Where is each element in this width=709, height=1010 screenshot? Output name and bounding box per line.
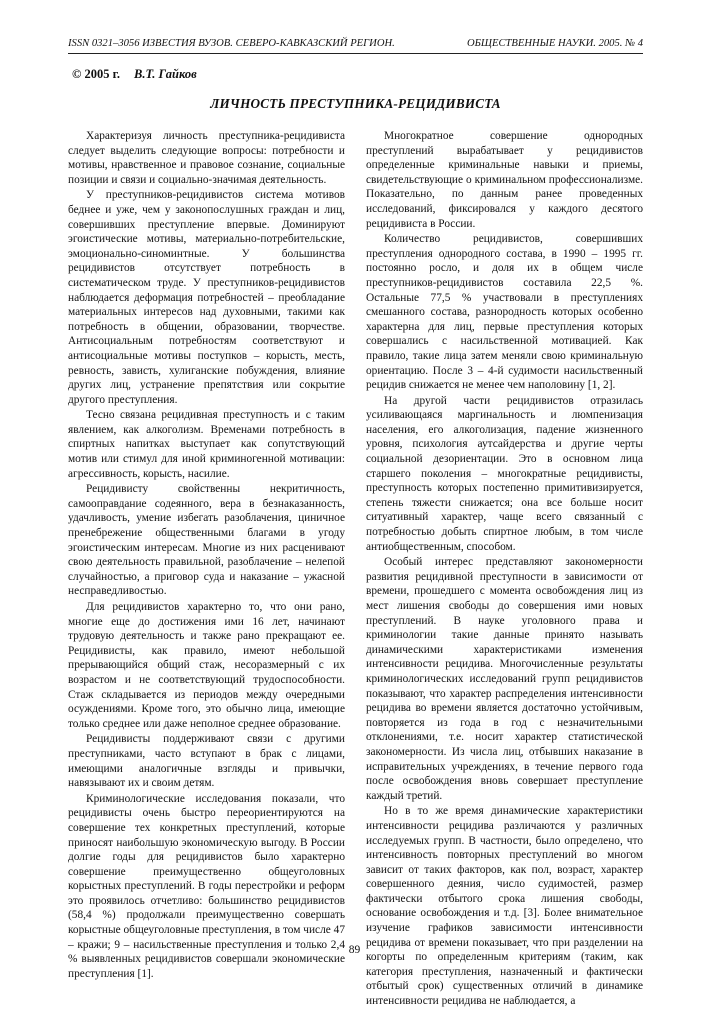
- paragraph: На другой части рецидивистов отразилась усиливающаяся маргинальность и люмпенизация населения, его алкоголизация, падение жизненного уровня, психология аутсайдерства и другие черты социальной дезориентации. Это в основном лица старшего поколения – многократные рецидивисты, преступность которых постепенно примитивизируется, степень тяжести снижается; она все больше носит ситуативный характер, чаще всего связанный с потребностью добыть спиртное любым, в том числе антиобщественным, способом.: [366, 394, 643, 553]
- paragraph: Характеризуя личность преступника-рецидивиста следует выделить следующие вопросы: потребности и мотивы, нравственное и правовое сознание, социальные позиции и связи и социально-значимая деятельность.: [68, 130, 345, 186]
- journal-header: ISSN 0321–3056 ИЗВЕСТИЯ ВУЗОВ. СЕВЕРО-КАВКАЗСКИЙ РЕГИОН.: [68, 38, 395, 49]
- paragraph: Для рецидивистов характерно то, что они рано, многие еще до достижения ими 16 лет, начинают трудовую деятельность и также рано прекращают ее. Рецидивисты, как правило, имеют небольшой прерывающийся общий стаж, несоразмерный с их возрастом и не соответствующий трудоспособности. Стаж складывается из периодов между очередными осуждениями. Кроме того, это обычно лица, имеющие только среднее или даже неполное среднее образование.: [68, 601, 345, 730]
- paragraph: Но в то же время динамические характеристики интенсивности рецидива различаются у различных исследуемых групп. В частности, было определено, что интенсивность повторных преступлений во многом зависит от таких факторов, как пол, возраст, характер совершенного деяния, число судимостей, размер фактически отбытого срока лишения свободы, основание освобождения и т.д. [3]. Более внимательное изучение графиков зависимости интенсивности рецидива от времени показывает, что при разделении на когорты по определенным критериям (таким, как категория преступления, назначенный и фактически отбытый срок) существенных отличий в динамике интенсивности рецидива не наблюдается, а: [366, 805, 643, 1008]
- paragraph: Тесно связана рецидивная преступность и с таким явлением, как алкоголизм. Временами потребность в спиртных напитках выступает как сопутствующий мотив или стимул для иной криминогенной мотивации: агрессивность, корысть, насилие.: [68, 409, 345, 480]
- paragraph: У преступников-рецидивистов система мотивов беднее и уже, чем у законопослушных граждан и лиц, совершивших преступление впервые. Доминируют эгоистические мотивы, материально-потребительские, эмоционально-синоминтные. У большинства рецидивистов отсутствует потребность в систематическом труде. У преступников-рецидивистов наблюдается деформация потребностей – преобладание материальных интересов над духовными, такими как потребность в общении, образовании, творчестве. Антисоциальным потребностям соответствуют и антисоциальные мотивы поступков – корысть, месть, ревность, зависть, хулиганские побуждения, влияние других лиц, устранение препятствия или сокрытие другого преступления.: [68, 189, 345, 406]
- paragraph: Рецидивисту свойственны некритичность, самооправдание содеянного, вера в безнаказанность, удачливость, умение избегать разоблачения, циничное пренебрежение общественными благами в угоду эгоистическим интересам. Многие из них расценивают свою деятельность правильной, разоблачение – нелепой случайностью, а приговор суда и наказание – ужасной несправедливостью.: [68, 483, 345, 598]
- right-column: [366, 129, 643, 1010]
- paragraph: Особый интерес представляют закономерности развития рецидивной преступности в зависимости от времени, прошедшего с момента освобождения лиц из мест лишения свободы до совершения ими новых преступлений. В науке уголовного права и криминологии такие данные принято называть динамическими характеристиками изменения интенсивности рецидива. Многочисленные результаты криминологических исследований групп рецидивистов показывают, что характер распределения интенсивности рецидива во времени является достаточно устойчивым, повторяется из года в год с незначительными отклонениями, т.е. носит характер статистической закономерности. Из числа лиц, отбывших наказание в исправительных учреждениях, в течение первого года после освобождения вновь совершает преступление каждый третий.: [366, 556, 643, 802]
- paragraph: Количество рецидивистов, совершивших преступления однородного состава, в 1990 – 1995 гг. постоянно росло, и доля их в общем числе преступников-рецидивистов составила 22,5 %. Остальные 77,5 % участвовали в преступлениях смешанного состава, разнородность которых особенно характерна для лиц, первые преступления которых совершались с насильственной мотивацией. Как правило, такие лица затем меняли свою криминальную ориентацию. После 3 – 4-й судимости насильственный рецидив снижается не менее чем наполовину [1, 2].: [366, 233, 643, 392]
- byline: [72, 67, 197, 82]
- paragraph: Рецидивисты поддерживают связи с другими преступниками, часто вступают в брак с лицами, имеющими аналогичные взгляды и привычки, навязывают их и своим детям.: [68, 733, 345, 790]
- author-name: В.Т. Гайков: [133, 67, 197, 81]
- header-rule: [68, 53, 643, 54]
- paragraph: Многократное совершение однородных преступлений вырабатывает у рецидивистов определенные криминальные навыки и приемы, свидетельствующие о криминальном профессионализме. Показательно, по данным ранее проведенных исследований, фиксировался у каждого десятого рецидивиста в России.: [366, 130, 643, 230]
- copyright-year: © 2005 г.: [72, 67, 120, 81]
- left-column: [68, 129, 345, 982]
- page-number: 89: [348, 944, 361, 956]
- section-header: ОБЩЕСТВЕННЫЕ НАУКИ. 2005. № 4: [467, 38, 643, 49]
- article-title: ЛИЧНОСТЬ ПРЕСТУПНИКА-РЕЦИДИВИСТА: [210, 96, 501, 111]
- paragraph: Криминологические исследования показали, что рецидивисты очень быстро переориентируются на совершение тех конкретных преступлений, которые приносят наибольшую экономическую выгоду. В России долгие годы для рецидивистов было характерно совершение преимущественно общеуголовных корыстных преступлений. В годы перестройки и реформ это проявилось отчетливо: большинство рецидивистов (58,4 %) продолжали преимущественно совершать корыстные общеуголовные преступления, в том числе 47 – кражи; 9 – насильственные преступления и только 2,4 % выявленных рецидивистов совершали экономические преступления [1].: [68, 792, 345, 980]
- running-header: [68, 38, 643, 52]
